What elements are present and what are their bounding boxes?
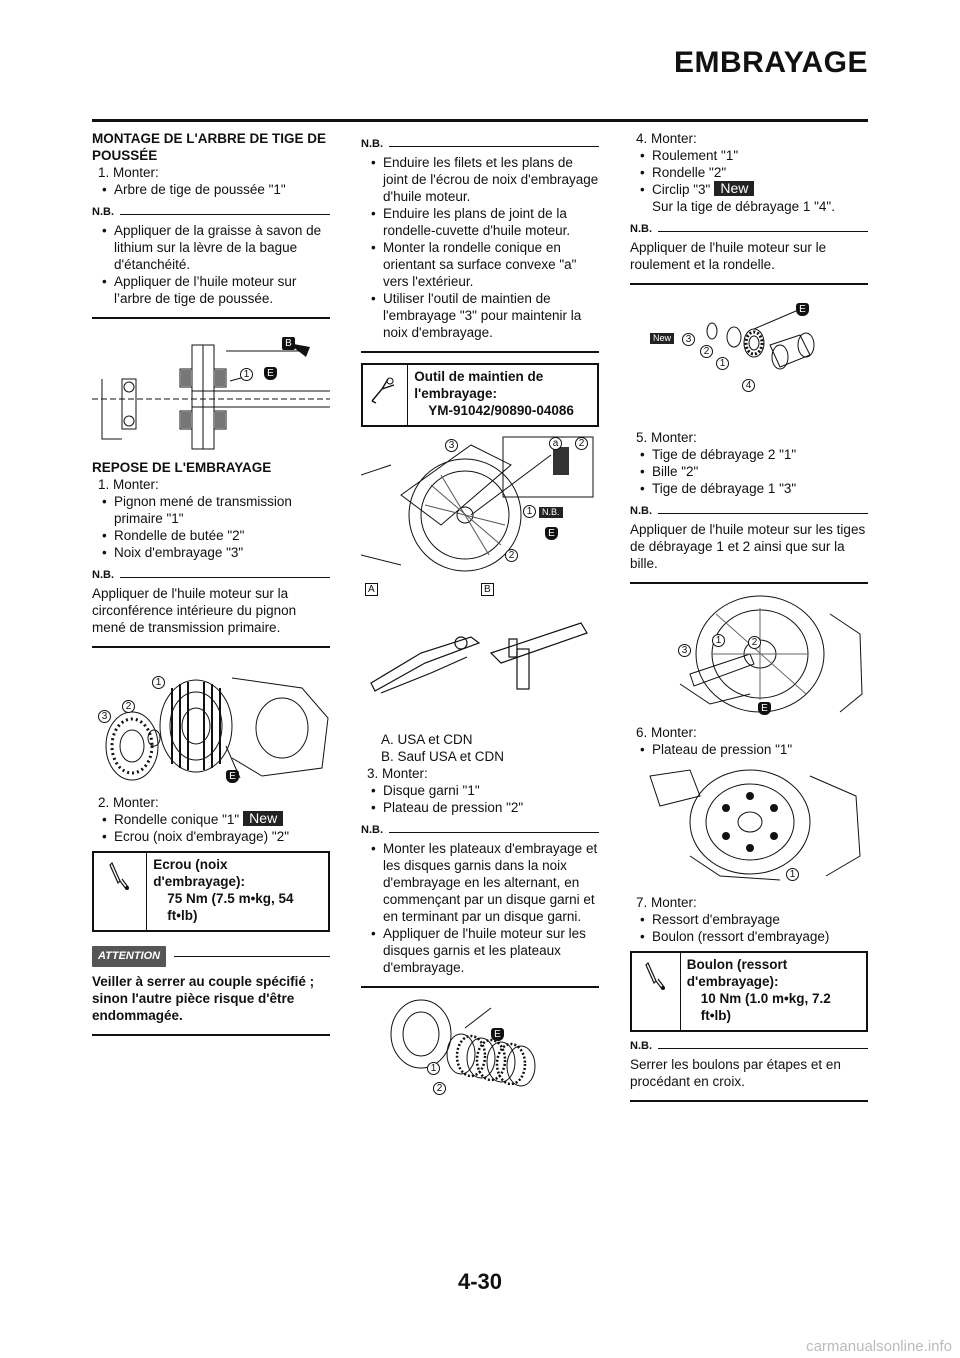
new-part-badge: New — [243, 811, 283, 826]
torque-wrench-icon — [94, 853, 147, 930]
torque-spec-box — [630, 951, 868, 1032]
attention-text: Veiller à serrer au couple spécifié ; sinon l'autre pièce risque d'être endommagée. — [92, 974, 315, 1023]
note-bullet: • Appliquer de la graisse à savon de lithium sur la lèvre de la bague d'étanchéité. — [92, 222, 330, 273]
note-bullet: • Monter les plateaux d'embrayage et les disques garnis dans la noix d'embrayage en les alternant, en commençant par un disque garni et en terminant par un disque garni. — [361, 840, 599, 925]
bullet-continuation: Sur la tige de débrayage 1 "4". — [652, 199, 835, 214]
note-end-rule — [630, 283, 868, 285]
tool-name: Outil de maintien de l'embrayage: — [414, 369, 544, 401]
spec-name: Ecrou (noix d'embrayage): — [153, 857, 246, 889]
bearing-assembly-illustration — [630, 295, 868, 421]
note-header — [92, 204, 330, 221]
bullet-item: • Boulon (ressort d'embrayage) — [630, 928, 868, 945]
bullet-item: • Plateau de pression "2" — [361, 799, 599, 816]
new-part-badge: N.B. — [539, 507, 563, 518]
bullet-item: • Pignon mené de transmission primaire "1" — [92, 493, 330, 527]
step-text: 1. Monter: — [98, 165, 159, 180]
callout-letter: a — [549, 437, 562, 450]
callout-number: 2 — [575, 437, 588, 450]
attention-label: ATTENTION — [92, 946, 166, 967]
bullet-item: • Roulement "1" — [630, 147, 868, 164]
header-rule — [92, 119, 868, 122]
grease-callout: E — [491, 1028, 504, 1041]
note-label: N.B. — [92, 206, 114, 218]
note-end-rule — [361, 986, 599, 988]
bullet-item: • Tige de débrayage 1 "3" — [630, 480, 868, 497]
friction-plates-diagram — [361, 998, 599, 1102]
page-number: 4-30 — [457, 1269, 503, 1294]
callout-number: 1 — [152, 676, 165, 689]
step-text: 6. Monter: — [636, 725, 697, 740]
callout-number: 3 — [682, 333, 695, 346]
figure-label-b: B — [481, 583, 494, 596]
callout-number: 1 — [786, 868, 799, 881]
bullet-item: • Circlip "3" New — [630, 181, 868, 198]
note-text: Appliquer de l'huile moteur sur les tiges de débrayage 1 et 2 ainsi que sur la bille. — [630, 522, 866, 571]
special-tool-icon — [363, 365, 408, 425]
clutch-boss-diagram — [92, 658, 330, 786]
note-end-rule — [92, 646, 330, 648]
attention-end-rule — [92, 1034, 330, 1036]
bullet-item: • Ressort d'embrayage — [630, 911, 868, 928]
pressure-plate-illustration — [630, 766, 868, 886]
page-title: EMBRAYAGE — [673, 46, 868, 79]
tool-part-number: YM-91042/90890-04086 — [428, 403, 574, 418]
grease-callout: E — [264, 367, 277, 380]
bullet-item: • Plateau de pression "1" — [630, 741, 868, 758]
callout-number: 2 — [122, 700, 135, 713]
step-text: 1. Monter: — [98, 477, 159, 492]
note-bullet: • Appliquer de l'huile moteur sur les disques garnis et les plateaux d'embrayage. — [361, 925, 599, 976]
pressure-plate-diagram — [630, 766, 868, 886]
note-text: Appliquer de l'huile moteur sur la circonférence intérieure du pignon mené de transmission primaire. — [92, 586, 297, 635]
note-bullet: • Enduire les filets et les plans de joint de l'écrou de noix d'embrayage d'huile moteur. — [361, 154, 599, 205]
column-2 — [361, 130, 599, 1110]
callout-number: 2 — [700, 345, 713, 358]
bullet-item: • Rondelle "2" — [630, 164, 868, 181]
bullet-item: • Tige de débrayage 2 "1" — [630, 446, 868, 463]
new-part-badge: New — [650, 333, 674, 344]
callout-number: 2 — [433, 1082, 446, 1095]
callout-number: 1 — [716, 357, 729, 370]
figure-label-a: A — [365, 583, 378, 596]
attention-header — [92, 946, 330, 967]
section-title-push-rod: MONTAGE DE L'ARBRE DE TIGE DE POUSSÉE — [92, 131, 326, 163]
torque-wrench-icon — [632, 953, 681, 1030]
note-label: N.B. — [361, 824, 383, 836]
tool-spec-box — [361, 363, 599, 427]
note-header — [630, 1038, 868, 1055]
clutch-boss-illustration — [92, 658, 330, 786]
step-text: 5. Monter: — [636, 430, 697, 445]
tool-variants-diagram — [361, 583, 599, 723]
spec-value: 75 Nm (7.5 m•kg, 54 ft•lb) — [167, 891, 294, 923]
bullet-item: • Bille "2" — [630, 463, 868, 480]
column-1 — [92, 130, 330, 1046]
spec-name: Boulon (ressort d'embrayage): — [686, 957, 788, 989]
grease-callout: B — [282, 337, 295, 350]
note-end-rule — [92, 317, 330, 319]
note-header — [361, 136, 599, 153]
note-header — [630, 221, 868, 238]
bearing-assembly-diagram — [630, 295, 868, 421]
note-header — [361, 822, 599, 839]
callout-number: 1 — [427, 1062, 440, 1075]
callout-number: 2 — [748, 636, 761, 649]
note-bullet: • Utiliser l'outil de maintien de l'embrayage "3" pour maintenir la noix d'embrayage. — [361, 290, 599, 341]
torque-spec-box — [92, 851, 330, 932]
legend-item: A. USA et CDN — [381, 732, 473, 747]
note-label: N.B. — [630, 1040, 652, 1052]
note-header — [630, 503, 868, 520]
column-3 — [630, 130, 868, 1112]
legend-item: B. Sauf USA et CDN — [381, 749, 505, 764]
grease-callout: E — [796, 303, 809, 316]
note-label: N.B. — [92, 569, 114, 581]
step-text: 7. Monter: — [636, 895, 697, 910]
callout-number: 1 — [523, 505, 536, 518]
friction-plates-illustration — [361, 998, 599, 1102]
grease-callout: E — [226, 770, 239, 783]
bullet-item: • Arbre de tige de poussée "1" — [92, 181, 330, 198]
push-rod-install-illustration — [630, 594, 868, 716]
step-text: 3. Monter: — [367, 766, 428, 781]
new-part-badge: New — [714, 181, 754, 196]
note-text: Serrer les boulons par étapes et en procédant en croix. — [630, 1057, 841, 1089]
push-rod-illustration — [92, 329, 330, 451]
note-header — [92, 567, 330, 584]
note-end-rule — [630, 1100, 868, 1102]
section-title-clutch: REPOSE DE L'EMBRAYAGE — [92, 460, 272, 475]
push-rod-install-diagram — [630, 594, 868, 716]
note-label: N.B. — [361, 138, 383, 150]
note-bullet: • Enduire les plans de joint de la rondelle-cuvette d'huile moteur. — [361, 205, 599, 239]
note-text: Appliquer de l'huile moteur sur le roulement et la rondelle. — [630, 240, 827, 272]
note-end-rule — [630, 582, 868, 584]
note-label: N.B. — [630, 223, 652, 235]
bullet-item: • Noix d'embrayage "3" — [92, 544, 330, 561]
clutch-holder-diagram — [361, 435, 599, 575]
tool-variants-illustration — [361, 583, 599, 723]
note-bullet: • Appliquer de l’huile moteur sur l’arbre de tige de poussée. — [92, 273, 330, 307]
clutch-holder-illustration — [361, 435, 599, 575]
bullet-item: • Rondelle conique "1" New — [92, 811, 330, 828]
step-text: 2. Monter: — [98, 795, 159, 810]
callout-number: 3 — [678, 644, 691, 657]
step-text: 4. Monter: — [636, 131, 697, 146]
note-label: N.B. — [630, 505, 652, 517]
note-bullet: • Monter la rondelle conique en orientant sa surface convexe "a" vers l'extérieur. — [361, 239, 599, 290]
callout-number: 1 — [712, 634, 725, 647]
callout-number: 3 — [445, 439, 458, 452]
grease-callout: E — [758, 702, 771, 715]
bullet-item: • Rondelle de butée "2" — [92, 527, 330, 544]
callout-number: 4 — [742, 379, 755, 392]
callout-number: 1 — [240, 368, 253, 381]
callout-number: 2 — [505, 549, 518, 562]
spec-value: 10 Nm (1.0 m•kg, 7.2 ft•lb) — [700, 991, 831, 1023]
grease-callout: E — [545, 527, 558, 540]
note-end-rule — [361, 351, 599, 353]
bullet-item: • Disque garni "1" — [361, 782, 599, 799]
bullet-item: • Ecrou (noix d'embrayage) "2" — [92, 828, 330, 845]
watermark: carmanualsonline.info — [806, 1338, 952, 1355]
callout-number: 3 — [98, 710, 111, 723]
